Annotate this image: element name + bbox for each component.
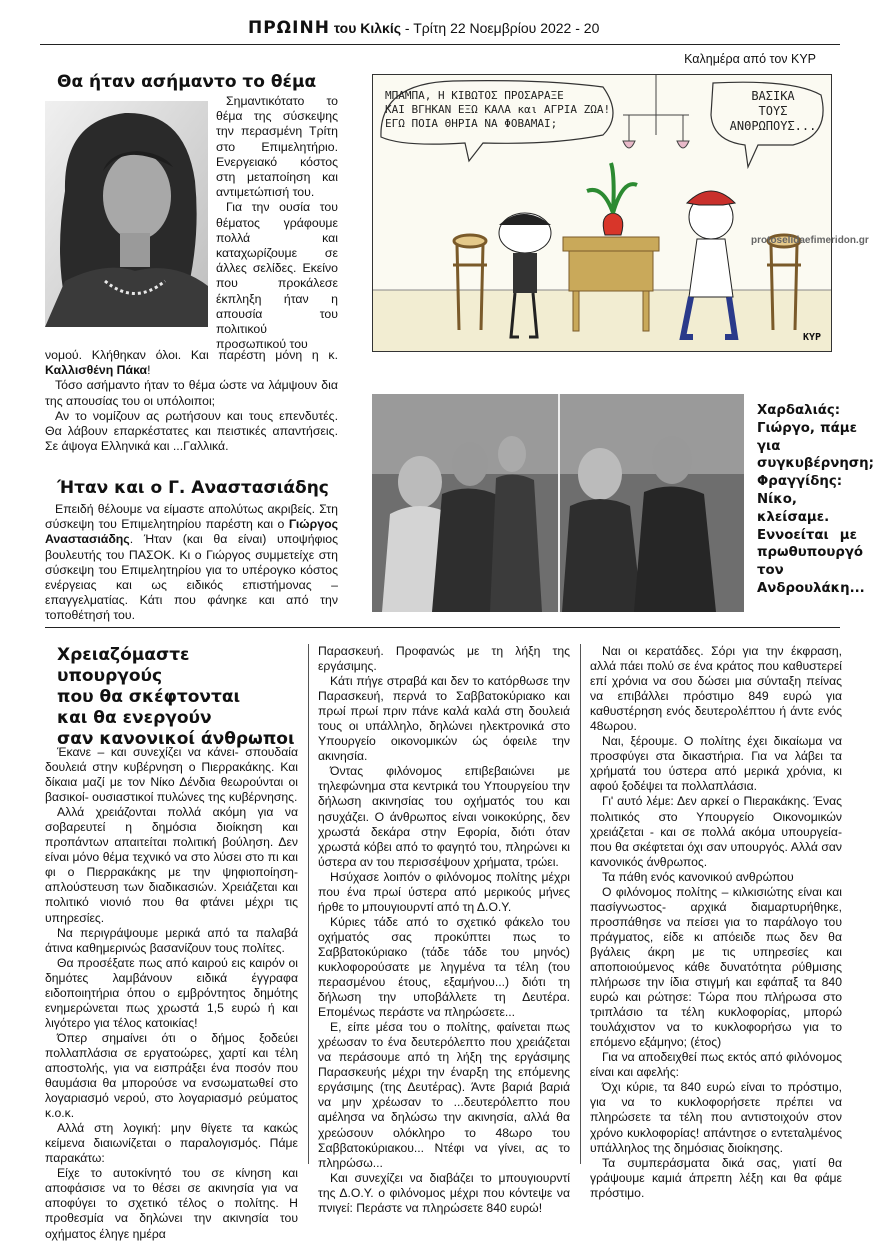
- intro-text-full: [45, 348, 338, 454]
- article-paragraph: Να περιγράψουμε μερικά από τα παλαβά άτινα καθημερινώς βασανίζουν τους πολίτες.: [45, 925, 298, 955]
- article-paragraph: Για να αποδειχθεί πως εκτός από φιλόνομος είναι και αφελής:: [590, 1050, 842, 1080]
- article-paragraph: Είχε το αυτοκίνητό του σε κίνηση και αποφάσισε να το θέσει σε ακινησία για να αποφύγει το σχετικό τέλος ο πολίτης. Η προθεσμία να δηλώνει την ακινησία του οχήματος έληγε ημέρα: [45, 1166, 298, 1241]
- article-paragraph: Και συνεχίζει να διαβάζει το μπουγιουρντί της Δ.Ο.Υ. ο φιλόνομος μέχρι που κόντεψε να πνιγεί: Περάστε να πληρώσετε 840 ευρώ!: [318, 1170, 570, 1215]
- article-paragraph: Γι' αυτό λέμε: Δεν αρκεί ο Πιερακάκης. Ένας πολιτικός στο Υπουργείο Οικονομικών χρειάζεται - και σε πολλά ακόμα υπουργεία- που θα σκέφτεται όχι σαν υπουργός. Αλλά σαν κανονικός άνθρωπος.: [590, 794, 842, 869]
- article-paragraph: Ε, είπε μέσα του ο πολίτης, φαίνεται πως χρέωσαν το ένα δευτερόλεπτο που χρειάζεται να περάσουμε από τη λήξη της εργάσιμης Παρασκευής μέχρι την έναρξη της επόμενης εργάσιμης (της Δευτέρας). Άντε βαριά βαριά να μην χρέωσαν το ...δευτερόλεπτο που αμέλησα να δηλώσω την ακινησία, αλλά θα χρεώσουν ολόκληρο το 48ωρο του Σαββατοκύριακου... Ντέφι να γίνει, ας το πληρώσω...: [318, 1020, 570, 1170]
- portrait-photo: [45, 101, 208, 327]
- article-column-2: [318, 644, 570, 1216]
- photo-caption: Χαρδαλιάς: Γιώργο, πάμε για συγκυβέρνηση; Φραγγίδης: Νίκο, κλείσαμε. Εννοείται με πρωθυπουργό τον Ανδρουλάκη...: [757, 403, 874, 596]
- article-paragraph: Τα συμπεράσματα δικά σας, γιατί θα γράψουμε καμιά άπρεπη λέξη και θα φάμε πρόστιμο.: [590, 1155, 842, 1200]
- intro-text-wrap: [216, 94, 338, 352]
- article-paragraph: Αλλά χρειάζονται πολλά ακόμη για να σοβαρευτεί η δημόσια διοίκηση και προπάντων απαιτείται πολιτική βούληση. Δεν είναι μόνο θέμα τεχνικό να στο λύσει στο πι και φι ο Πιερρακάκης με την ψηφιοποίηση-απλούστευση των διαδικασιών. Χρειάζεται και πολιτικό νιονιό που θα φτάνει μέχρι τις υπηρεσίες.: [45, 805, 298, 925]
- issue-date-page: Τρίτη 22 Νοεμβρίου 2022 - 20: [413, 20, 600, 36]
- speech-bubble-child: ΜΠΑΜΠΑ, Η ΚΙΒΩΤΟΣ ΠΡΟΣΑΡΑΞΕ ΚΑΙ ΒΓΗΚΑΝ ΕΞΩ ΚΑΛΑ και ΑΓΡΙΑ ΖΩΑ! ΕΓΩ ΠΟΙΑ ΘΗΡΙΑ ΝΑ ΦΟΒΑΜΑΙ;: [385, 89, 611, 130]
- politicians-photo: [372, 394, 744, 612]
- anastasiadis-paragraph: Επειδή θέλουμε να είμαστε απολύτως ακριβείς. Στη σύσκεψη του Επιμελητηρίου παρέστη και ο Γιώργος Αναστασιάδης. Ήταν (και θα είναι) υποψήφιος βουλευτής του ΠΑΣΟΚ. Κι ο Γιώργος συμμετείχε στη σύσκεψη του Επιμελητηρίου για το υπέρογκο κόστος ενέργειας και ως ειδικός επιστήμονας – επαγγελματίας. Κάτι που φάνηκε και από την τοποθέτησή του.: [45, 502, 338, 623]
- article-paragraph: Ναι οι κερατάδες. Σόρι για την έκφραση, αλλά πάει πολύ σε ένα κράτος που καθυστερεί επί χρόνια να σου δώσει μια σύνταξη πείνας να επιβάλλει πρόστιμο 849 ευρώ για καθυστέρηση ενός δευτερολέπτου ή άντε ενός 48ωρου.: [590, 644, 842, 734]
- section-rule: [45, 627, 840, 628]
- cartoon-signature: ΚΥΡ: [802, 332, 821, 343]
- article-paragraph: Όχι κύριε, τα 840 ευρώ είναι το πρόστιμο, για να το κυκλοφορήσετε πρέπει να πληρώσετε τα τέλη που αντιστοιχούν στον χρόνο κυκλοφορίας! απάντησε ο εντεταλμένος υπάλληλος της δημόσιας διοίκησης.: [590, 1080, 842, 1155]
- article-paragraph: Αλλά στη λογική: μην θίγετε τα κακώς κείμενα διαιωνίζεται ο παραλογισμός. Πάμε παρακάτω:: [45, 1121, 298, 1166]
- column-subtitle: Ήταν και ο Γ. Αναστασιάδης: [57, 478, 329, 498]
- article-title: Χρειαζόμαστε υπουργούς που θα σκέφτονται και θα ενεργούν σαν κανονικοί άνθρωποι: [57, 645, 295, 749]
- article-paragraph: Τα πάθη ενός κανονικού ανθρώπου: [602, 869, 794, 884]
- article-paragraph: Ναι, ξέρουμε. Ο πολίτης έχει δικαίωμα να προσφύγει στα δικαστήρια. Για να λάβει τα χρήματά του ύστερα από μερικά χρόνια, κι αφού ξοδέψει τα πολλαπλάσια.: [590, 734, 842, 794]
- article-column-3: [590, 644, 842, 1201]
- intro-paragraph: Τόσο ασήμαντο ήταν το θέμα ώστε να λάμψουν δια της απουσίας του οι υπόλοιποι;: [45, 378, 338, 408]
- article-column-1: [45, 745, 298, 1242]
- intro-paragraph: Αν το νομίζουν ας ρωτήσουν και τους επενδυτές. Θα λάβουν επαρκέστατες και πειστικές απαντήσεις. Σε άψογα Ελληνικά και ...Γαλλικά.: [45, 408, 338, 454]
- column-title: Θα ήταν ασήμαντο το θέμα: [57, 72, 317, 92]
- article-paragraph: Ησύχασε λοιπόν ο φιλόνομος πολίτης μέχρι που ένα πρωί ύστερα από μερικούς μήνες ήρθε το μπουγιουρντί από τη Δ.Ο.Υ.: [318, 869, 570, 914]
- newspaper-brand: ΠΡΩΙΝΗ: [248, 18, 330, 38]
- article-paragraph: Παρασκευή. Προφανώς με τη λήξη της εργάσιμης.: [318, 644, 570, 674]
- header-rule: [40, 44, 840, 45]
- article-paragraph: Όπερ σημαίνει ότι ο δήμος ξοδεύει πολλαπλάσια σε εργατοώρες, χαρτί και τέλη αποστολής, για να εισπράξει ένα ποσόν που θαυμάσια θα μπορούσε να ενσωματωθεί στο λογαριασμό νερού, στο λογαριασμό ρεύματος κ.ο.κ.: [45, 1030, 298, 1121]
- intro-paragraph: νομού. Κλήθηκαν όλοι. Και παρέστη μόνη η κ. Καλλισθένη Πάκα!: [45, 348, 338, 378]
- article-paragraph: Ο φιλόνομος πολίτης – κιλκισιώτης είναι και πασίγνωστος- αρχικά διαμαρτυρήθηκε, προσπάθησε να πείσει για το παράλογο του πράγματος, είδε κι απόειδε πως δεν θα βγάλεις άκρη με τις υπηρεσίες και αποποιούμενος κάθε δυνατότητα ρύθμισης πλήρωσε την ίδια στιγμή και εφάπαξ τα 840 ευρώ και ρώτησε: Τώρα που πλήρωσα στο τριπλάσιο τα τέλη κυκλοφορίας, μπορώ τουλάχιστον να το κυκλοφορήσω για το επόμενο εξάμηνο; (έτος): [590, 884, 842, 1050]
- watermark: protoselidaefimeridon.gr: [751, 235, 869, 246]
- cartoon-credit: Καλημέρα από τον ΚΥΡ: [684, 52, 816, 66]
- article-paragraph: Κάτι πήγε στραβά και δεν το κατόρθωσε την Παρασκευή, περνά το Σαββατοκύριακο και πρωί πρωί πριν πάνε καλά καλά στη δουλειά τους οι υπάλληλο, δηλώνει ηλεκτρονικά στο Υπουργείο οικονομικών ώς όφειλε την ακινησία.: [318, 674, 570, 764]
- article-paragraph: Θα προσέξατε πως από καιρού εις καιρόν οι δημότες λαμβάνουν ειδικά έγγραφα ειδοποιητήρια όπου ο εμβρόντητος δημότης ενημερώνεται πως χρωστά 1,5 ευρώ ή και λιγότερο για τέλος κατοικίας!: [45, 955, 298, 1030]
- anastasiadis-text: [45, 502, 338, 624]
- intro-paragraph: Σημαντικότατο το θέμα της σύσκεψης την περασμένη Τρίτη στο Επιμελητήριο. Ενεργειακό κόστος στη μεταποίηση και αντιμετώπισή του.: [216, 94, 338, 200]
- column-divider: [308, 644, 309, 1164]
- portrait-drawing: [45, 101, 208, 327]
- column-divider: [580, 644, 581, 1164]
- newspaper-region: του Κιλκίς: [333, 20, 402, 36]
- article-paragraph: Όντας φιλόνομος επιβεβαιώνει με τηλεφώνημα στα κεντρικά του Υπουργείου την δήλωση ακινησίας του οχήματός του και ησυχάζει. Ο άνθρωπος είναι νοικοκύρης, δεν χρωστά δεκάρα στην Εφορία, διότι όταν χρωστά κόβει από το φαγητό του, πληρώνει κι ύστερα αν του περισσέψουν χρήματα, τρώει.: [318, 764, 570, 869]
- politicians-drawing: [372, 394, 744, 612]
- page-header: ΠΡΩΙΝΗ του Κιλκίς - Τρίτη 22 Νοεμβρίου 2022 - 20: [248, 18, 600, 38]
- cartoon: [372, 74, 869, 352]
- intro-paragraph: Για την ουσία του θέματος γράφουμε πολλά και καταχωρίζουμε σε άλλες σελίδες. Εκείνο που προκάλεσε έκπληξη ήταν η απουσία του πολιτικού προσωπικού του: [216, 200, 338, 352]
- speech-bubble-father: ΒΑΣΙΚΑ ΤΟΥΣ ΑΝΘΡΩΠΟΥΣ...: [729, 89, 817, 133]
- person-name: Καλλισθένη Πάκα: [45, 363, 148, 378]
- article-paragraph: Κύριες τάδε από το σχετικό φάκελο του οχήματός σας προκύπτει πως το Σαββατοκύριακο (τάδε τάδε του μηνός) κυκλοφορούσατε με ληγμένα τα τέλη (του περασμένου έτους, εξαμήνου...) διότι τη δήλωση την υποβάλλετε τη Δευτέρα. Επομένως περάστε να πληρώσετε...: [318, 914, 570, 1020]
- person-name: Γιώργος Αναστασιάδης: [45, 517, 338, 547]
- article-paragraph: Έκανε – και συνεχίζει να κάνει- σπουδαία δουλειά στην κυβέρνηση ο Πιερρακάκης. Και δίκαια μαζί με τον Νίκο Δένδια θεωρούνται οι βασικοί- ουσιαστικοί πυλώνες της κυβέρνησης.: [45, 745, 298, 805]
